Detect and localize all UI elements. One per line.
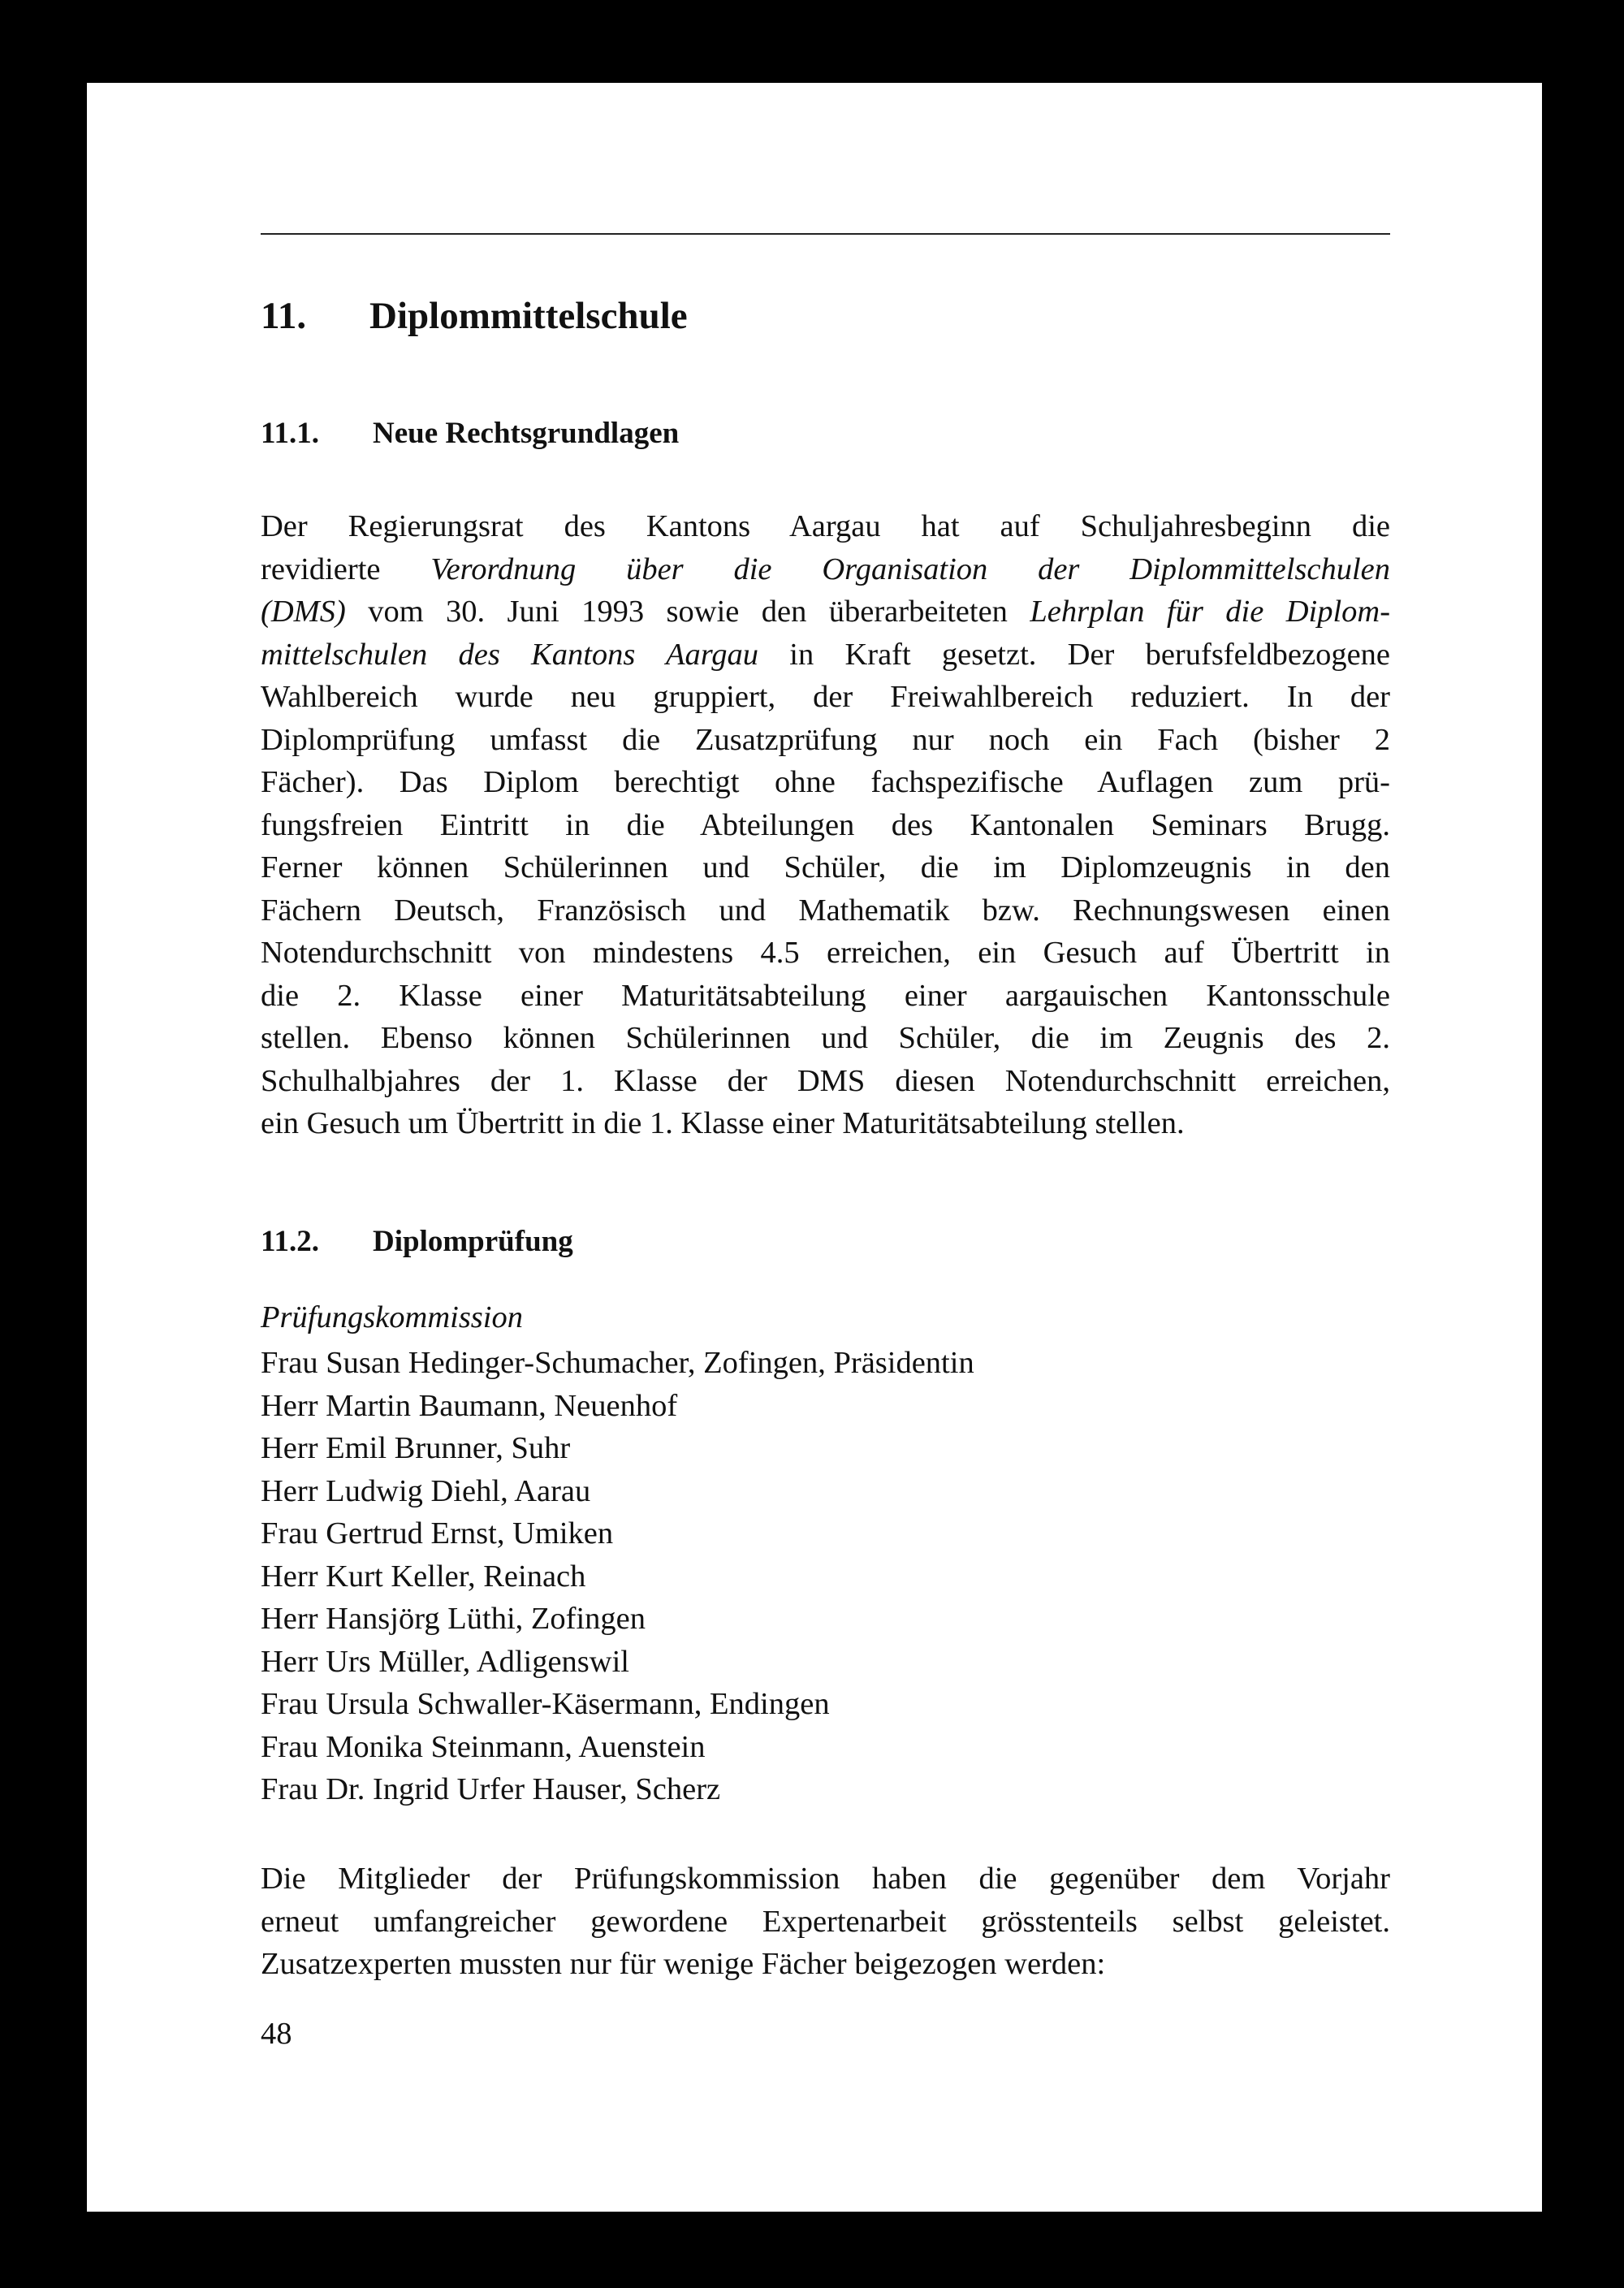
section-title: Diplomprüfung: [373, 1225, 573, 1258]
list-item: Herr Martin Baumann, Neuenhof: [261, 1388, 678, 1423]
text-run: revidierte: [261, 551, 381, 586]
list-item: Herr Ludwig Diehl, Aarau: [261, 1473, 591, 1508]
paragraph-line: fungsfreien Eintritt in die Abteilungen des Kantonalen Seminars Brugg.: [261, 807, 1390, 842]
italic-title: Verordnung über die Organisation der Diplommittelschulen: [430, 551, 1390, 586]
paragraph-line: Diplomprüfung umfasst die Zusatzprüfung nur noch ein Fach (bisher 2: [261, 722, 1390, 757]
italic-title: (DMS): [261, 595, 346, 629]
paragraph-line: erneut umfangreicher gewordene Expertenarbeit grösstenteils selbst geleistet.: [261, 1904, 1390, 1939]
paragraph-line: Schulhalbjahres der 1. Klasse der DMS diesen Notendurchschnitt erreichen,: [261, 1063, 1390, 1098]
commission-heading: Prüfungskommission: [261, 1300, 523, 1334]
paragraph-line: Fächern Deutsch, Französisch und Mathematik bzw. Rechnungswesen einen: [261, 893, 1390, 928]
paragraph-line: die 2. Klasse einer Maturitätsabteilung einer aargauischen Kantonsschule: [261, 978, 1390, 1013]
paragraph-line: Die Mitglieder der Prüfungskommission haben die gegenüber dem Vorjahr: [261, 1862, 1390, 1896]
section-heading-1: [261, 416, 679, 451]
text-run: vom 30. Juni 1993 sowie den überarbeiteten: [368, 595, 1008, 629]
list-item: Frau Susan Hedinger-Schumacher, Zofingen, Präsidentin: [261, 1346, 974, 1380]
list-item: Frau Gertrud Ernst, Umiken: [261, 1516, 614, 1551]
paragraph-line: Ferner können Schülerinnen und Schüler, die im Diplomzeugnis in den: [261, 850, 1390, 884]
section-number: 11.2.: [261, 1225, 319, 1258]
list-item: Frau Monika Steinmann, Auenstein: [261, 1729, 706, 1764]
header-rule: [261, 233, 1390, 235]
list-item: Frau Dr. Ingrid Urfer Hauser, Scherz: [261, 1772, 721, 1806]
list-item: Herr Kurt Keller, Reinach: [261, 1559, 586, 1594]
document-page: [87, 83, 1542, 2212]
list-item: Herr Emil Brunner, Suhr: [261, 1431, 571, 1465]
chapter-number: 11.: [261, 295, 307, 337]
paragraph-line: stellen. Ebenso können Schülerinnen und Schüler, die im Zeugnis des 2.: [261, 1021, 1390, 1055]
paragraph-line: ein Gesuch um Übertritt in die 1. Klasse einer Maturitätsabteilung stellen.: [261, 1106, 1185, 1140]
text-run: in Kraft gesetzt. Der berufsfeldbezogene: [789, 637, 1390, 672]
italic-title: mittelschulen des Kantons Aargau: [261, 637, 759, 672]
paragraph-line: [261, 548, 1390, 591]
chapter-title: Diplommittelschule: [369, 295, 688, 337]
page-number: 48: [261, 2017, 292, 2051]
paragraph-line: Zusatzexperten mussten nur für wenige Fächer beigezogen werden:: [261, 1947, 1106, 1981]
section-heading-2: [261, 1224, 573, 1259]
paragraph-line: [261, 634, 1390, 677]
paragraph-line: Notendurchschnitt von mindestens 4.5 erreichen, ein Gesuch auf Übertritt in: [261, 936, 1390, 970]
list-item: Herr Hansjörg Lüthi, Zofingen: [261, 1602, 646, 1636]
section-1-paragraph: [261, 505, 1390, 1145]
section-2-paragraph: [261, 1858, 1390, 1986]
paragraph-line: Wahlbereich wurde neu gruppiert, der Freiwahlbereich reduziert. In der: [261, 680, 1390, 714]
chapter-heading: [261, 294, 688, 338]
paragraph-line: Fächer). Das Diplom berechtigt ohne fachspezifische Auflagen zum prü-: [261, 765, 1390, 799]
section-title: Neue Rechtsgrundlagen: [373, 417, 680, 450]
section-number: 11.1.: [261, 417, 319, 450]
paragraph-line: [261, 590, 1390, 634]
paragraph-line: Der Regierungsrat des Kantons Aargau hat auf Schuljahresbeginn die: [261, 509, 1390, 543]
italic-title: Lehrplan für die Diplom-: [1030, 595, 1390, 629]
list-item: Frau Ursula Schwaller-Käsermann, Endingen: [261, 1687, 830, 1721]
commission-member-list: [261, 1342, 974, 1811]
list-item: Herr Urs Müller, Adligenswil: [261, 1644, 629, 1679]
